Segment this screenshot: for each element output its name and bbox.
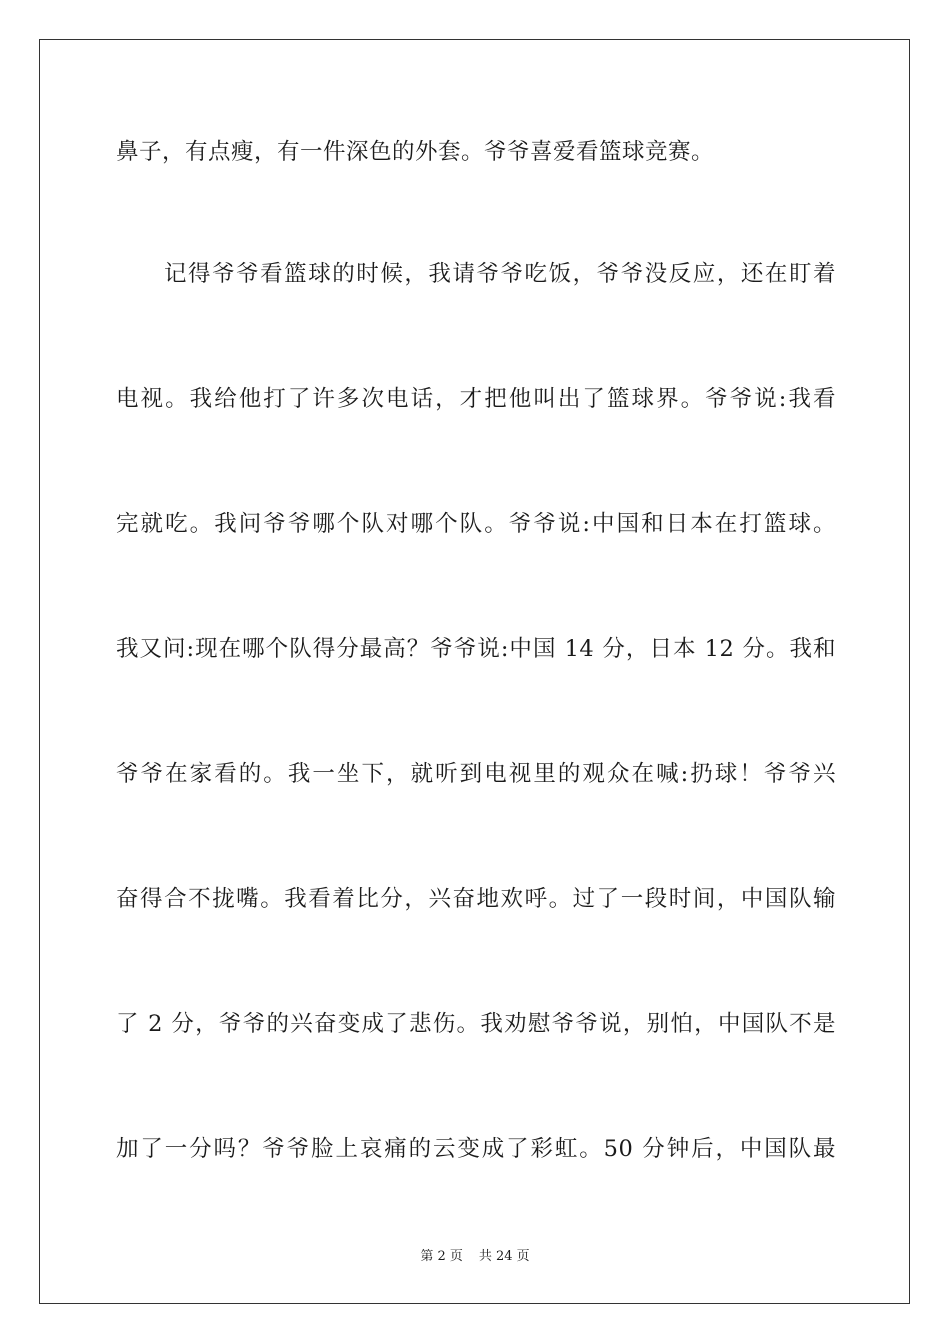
page-total: 共 24 页: [478, 1249, 530, 1264]
paragraph-line: 记得爷爷看篮球的时候，我请爷爷吃饭，爷爷没反应，还在盯着: [164, 261, 836, 287]
paragraph-line: 加了一分吗？爷爷脸上哀痛的云变成了彩虹。50 分钟后，中国队最: [116, 1136, 836, 1162]
paragraph-line: 奋得合不拢嘴。我看着比分，兴奋地欢呼。过了一段时间，中国队输: [116, 886, 836, 912]
page-number: 第 2 页: [420, 1249, 463, 1264]
page-footer: [0, 1248, 950, 1266]
paragraph-line: 我又问:现在哪个队得分最高？爷爷说:中国 14 分，日本 12 分。我和: [116, 636, 836, 662]
paragraph-line: 爷爷在家看的。我一坐下，就听到电视里的观众在喊:扔球！爷爷兴: [116, 761, 836, 787]
paragraph-line: 完就吃。我问爷爷哪个队对哪个队。爷爷说:中国和日本在打篮球。: [116, 511, 836, 537]
paragraph-line: 电视。我给他打了许多次电话，才把他叫出了篮球界。爷爷说:我看: [116, 386, 836, 412]
paragraph-line: 鼻子，有点瘦，有一件深色的外套。爷爷喜爱看篮球竞赛。: [116, 139, 715, 165]
paragraph-line: 了 2 分，爷爷的兴奋变成了悲伤。我劝慰爷爷说，别怕，中国队不是: [116, 1011, 836, 1037]
page-border: [39, 39, 910, 1304]
